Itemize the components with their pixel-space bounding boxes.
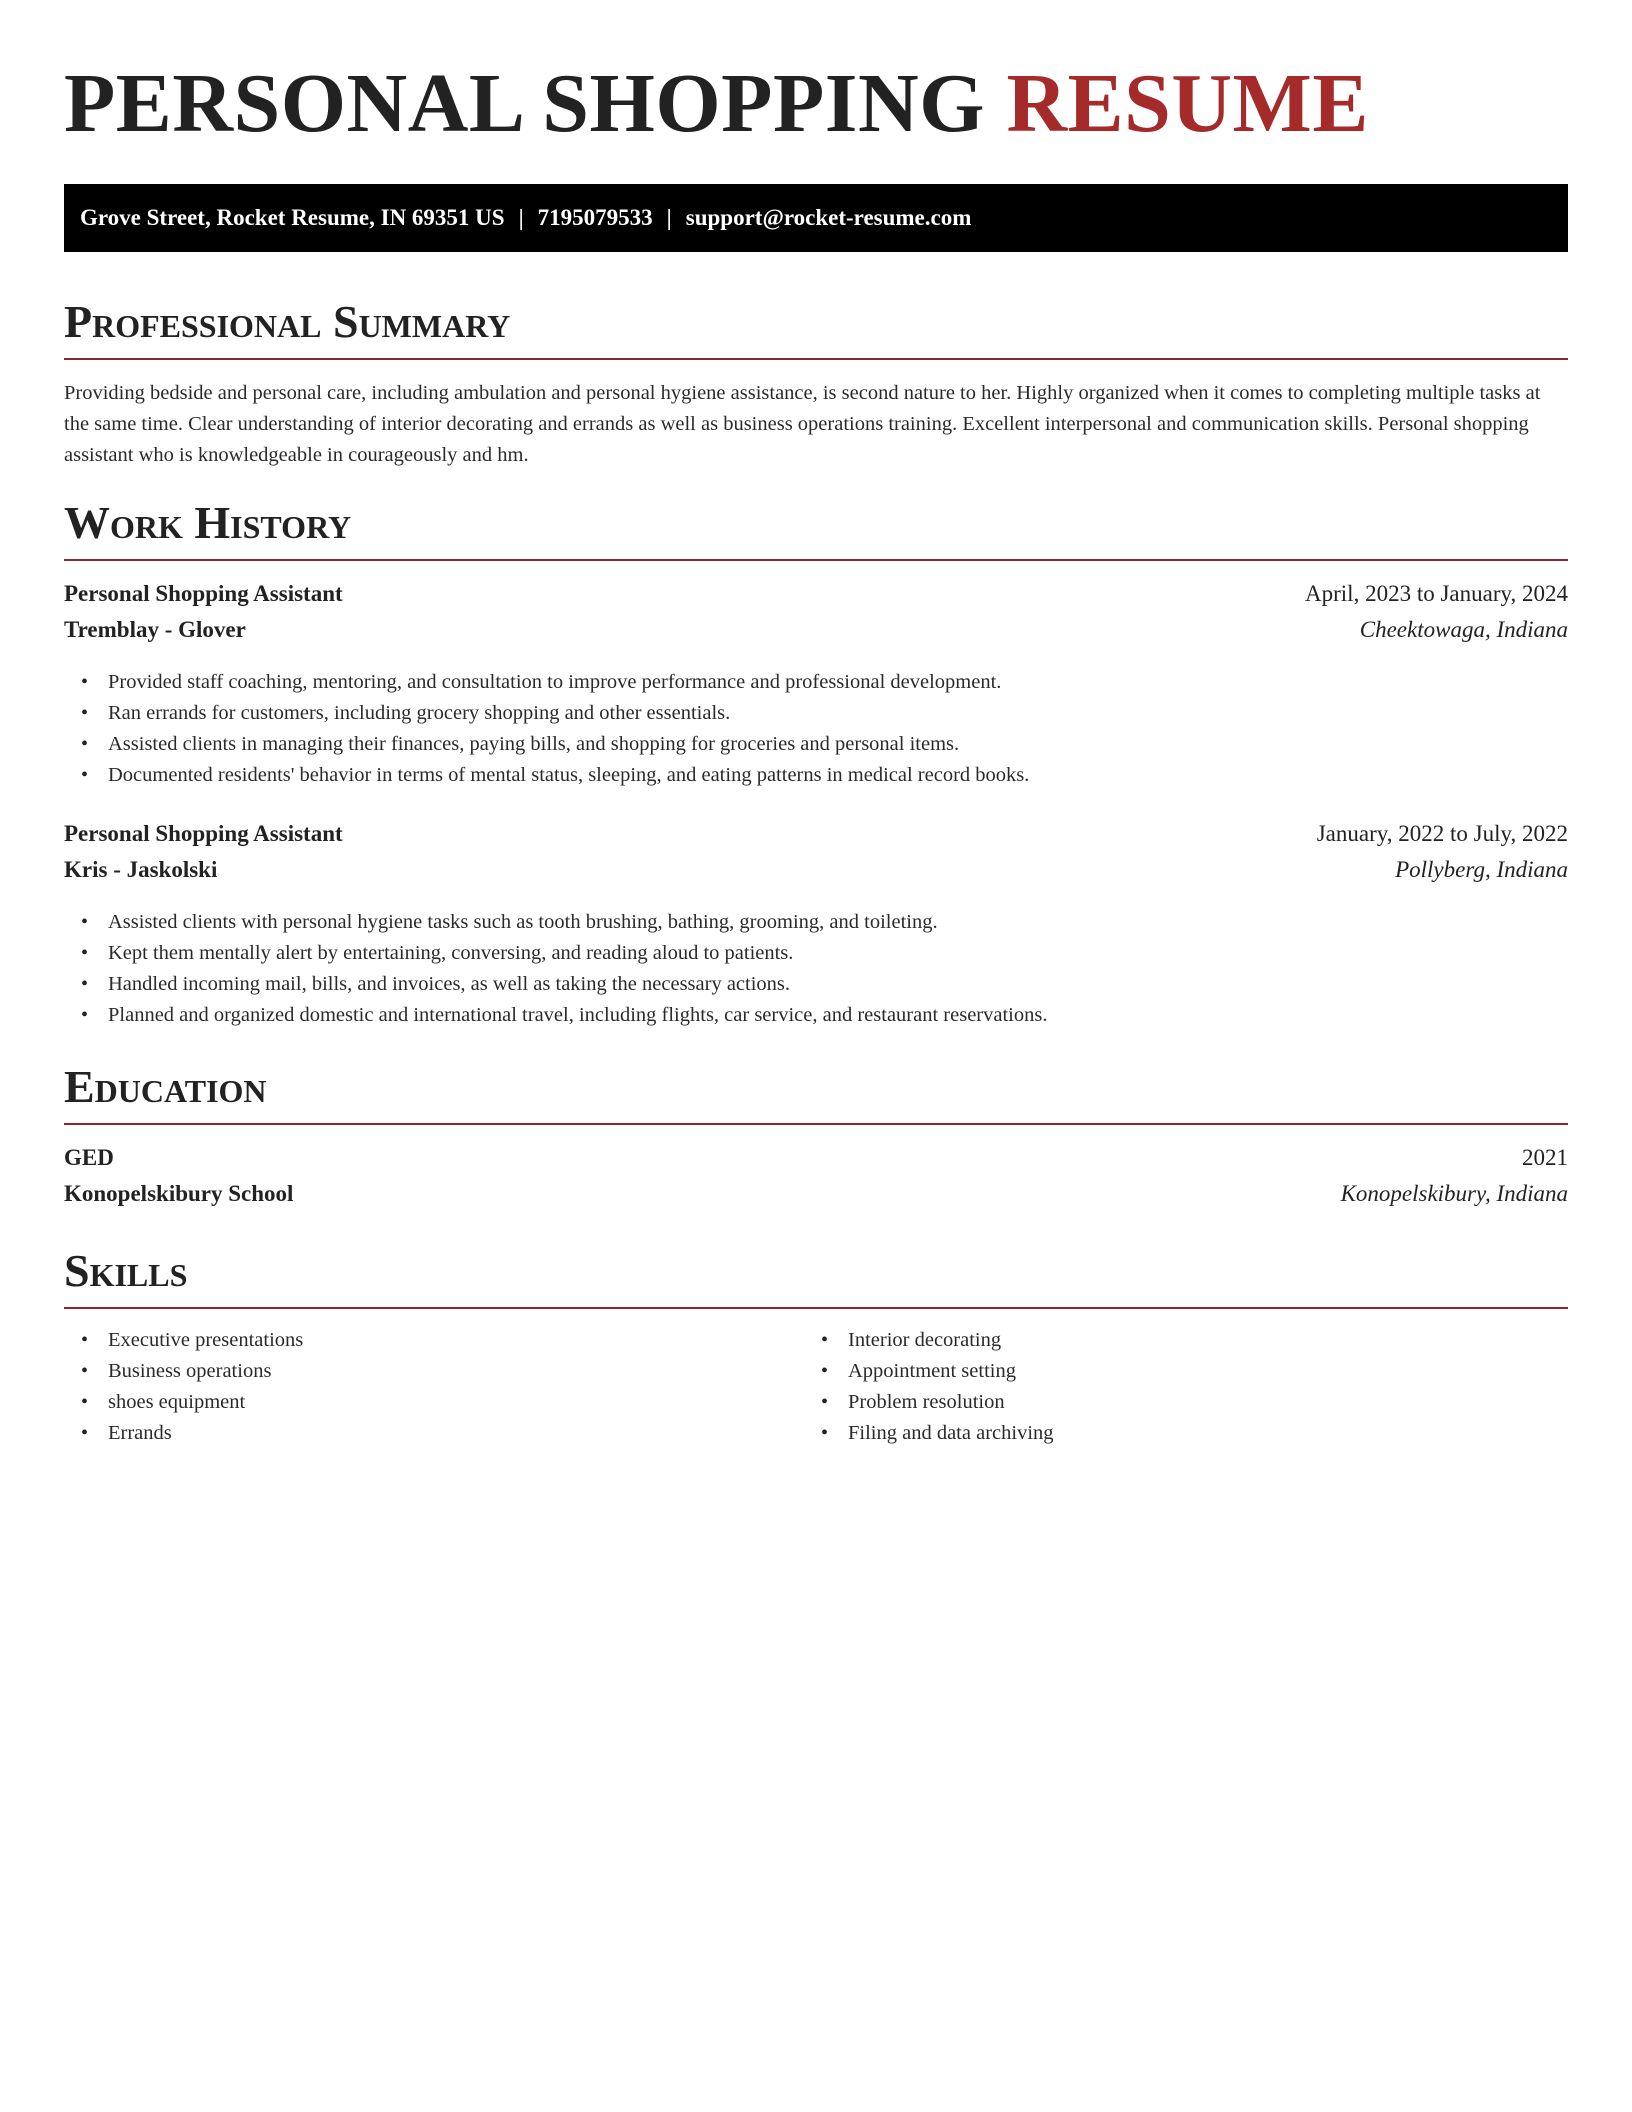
education-school-row [64,1181,1568,1217]
contact-address: Grove Street, Rocket Resume, IN 69351 US [80,205,505,230]
education-heading: Education [64,1061,267,1112]
skills-list-left [64,1325,804,1449]
job-title: Personal Shopping Assistant [64,821,343,846]
list-item: • Kept them mentally alert by entertaining, conversing, and reading aloud to patients. [64,938,1568,969]
title-accent: RESUME [1006,57,1369,150]
contact-separator: | [666,205,672,230]
job-entry [64,821,1568,1031]
summary-heading: Professional Summary [64,296,511,347]
title-main: PERSONAL SHOPPING [64,57,985,150]
list-item: • Ran errands for customers, including grocery shopping and other essentials. [64,698,1568,729]
job-bullets [64,907,1568,1031]
list-item: • Handled incoming mail, bills, and invoices, as well as taking the necessary actions. [64,969,1568,1000]
education-year: 2021 [1522,1145,1568,1170]
list-item: • Executive presentations [64,1325,804,1356]
education-school: Konopelskibury School [64,1181,294,1206]
list-item: • Provided staff coaching, mentoring, and consultation to improve performance and professional development. [64,667,1568,698]
education-section [64,1061,1568,1217]
education-degree: GED [64,1145,114,1170]
list-item: • Assisted clients in managing their finances, paying bills, and shopping for groceries and personal items. [64,729,1568,760]
contact-phone: 7195079533 [537,205,653,230]
job-entry [64,581,1568,791]
contact-bar [64,184,1568,252]
list-item: • Business operations [64,1356,804,1387]
list-item: • Filing and data archiving [804,1418,1544,1449]
job-dates: January, 2022 to July, 2022 [1316,821,1568,846]
education-location: Konopelskibury, Indiana [1340,1181,1568,1206]
list-item: • Problem resolution [804,1387,1544,1418]
skills-section [64,1245,1568,1449]
section-divider [64,559,1568,561]
work-history-heading: Work History [64,497,352,548]
work-history-section [64,497,1568,1031]
section-divider [64,1307,1568,1309]
job-bullets [64,667,1568,791]
job-company: Kris - Jaskolski [64,857,218,882]
list-item: • Documented residents' behavior in terms of mental status, sleeping, and eating patterns in medical record books. [64,760,1568,791]
section-divider [64,358,1568,360]
list-item: • Interior decorating [804,1325,1544,1356]
job-company-row [64,857,1568,893]
list-item: • Appointment setting [804,1356,1544,1387]
job-header-row [64,821,1568,857]
education-degree-row [64,1145,1568,1181]
list-item: • Assisted clients with personal hygiene tasks such as tooth brushing, bathing, grooming, and toileting. [64,907,1568,938]
list-item: • Planned and organized domestic and international travel, including flights, car service, and restaurant reservations. [64,1000,1568,1031]
summary-text: Providing bedside and personal care, including ambulation and personal hygiene assistance, is second nature to her. Highly organized when it comes to completing multiple tasks at the same time. Clear understanding of interior decorating and errands as well as business operations training. Excellent interpersonal and communication skills. Personal shopping assistant who is knowledgeable in courageously and hm. [64,382,1541,466]
education-entry [64,1145,1568,1217]
summary-section [64,296,1568,471]
job-location: Pollyberg, Indiana [1395,857,1568,882]
job-dates: April, 2023 to January, 2024 [1305,581,1568,606]
job-location: Cheektowaga, Indiana [1359,617,1568,642]
skills-grid [64,1325,1568,1449]
list-item: • Errands [64,1418,804,1449]
job-company: Tremblay - Glover [64,617,246,642]
contact-email: support@rocket-resume.com [685,205,972,230]
skills-list-right [804,1325,1544,1449]
job-company-row [64,617,1568,653]
job-title: Personal Shopping Assistant [64,581,343,606]
contact-separator: | [518,205,524,230]
skills-heading: Skills [64,1245,188,1296]
section-divider [64,1123,1568,1125]
job-header-row [64,581,1568,617]
page-title [64,56,1568,152]
list-item: • shoes equipment [64,1387,804,1418]
